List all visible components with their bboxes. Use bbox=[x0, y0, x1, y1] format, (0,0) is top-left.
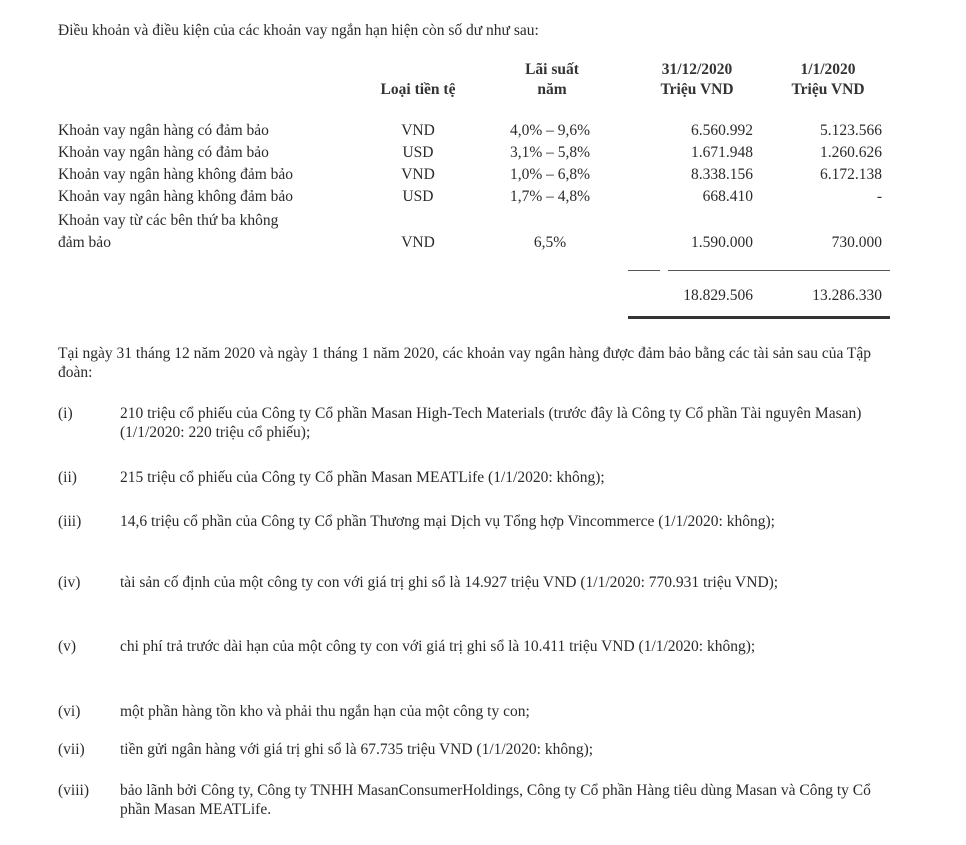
table-row bbox=[58, 165, 898, 185]
header-rate-line1: Lãi suất bbox=[525, 61, 579, 78]
row-currency: VND bbox=[401, 234, 435, 251]
header-currency bbox=[362, 80, 474, 100]
list-item-text: 215 triệu cổ phiếu của Công ty Cổ phần Masan MEATLife (1/1/2020: không); bbox=[120, 469, 605, 486]
row-rate: 4,0% – 9,6% bbox=[509, 122, 591, 139]
header-rate bbox=[490, 60, 614, 100]
list-item-text: 14,6 triệu cổ phần của Công ty Cổ phần Thương mại Dịch vụ Tổng hợp Vincommerce (1/1/2020: không); bbox=[120, 513, 775, 530]
list-item-number: (vii) bbox=[58, 741, 85, 758]
list-item-text: một phần hàng tồn kho và phải thu ngắn hạn của một công ty con; bbox=[120, 703, 530, 720]
row-value-2020-12-31: 1.590.000 bbox=[691, 234, 753, 251]
row-value-2020-01-01: 5.123.566 bbox=[820, 122, 882, 139]
row-value-2020-01-01: 1.260.626 bbox=[820, 144, 882, 161]
list-item-text: bảo lãnh bởi Công ty, Công ty TNHH MasanConsumerHoldings, Công ty Cổ phần Hàng tiêu dùng Masan và Công ty Cổ phần Masan MEATLife. bbox=[120, 782, 871, 818]
header-col2 bbox=[773, 60, 883, 100]
list-item-number: (vi) bbox=[58, 703, 81, 720]
row-currency: VND bbox=[401, 122, 435, 139]
row-description-line2: đảm bảo bbox=[58, 234, 111, 251]
row-currency: VND bbox=[401, 166, 435, 183]
list-item-text: tài sản cố định của một công ty con với giá trị ghi sổ là 14.927 triệu VND (1/1/2020: 770.931 triệu VND); bbox=[120, 574, 779, 591]
row-value-2020-12-31: 1.671.948 bbox=[691, 144, 753, 161]
row-value-2020-01-01: 6.172.138 bbox=[820, 166, 882, 183]
row-currency: USD bbox=[402, 144, 434, 161]
header-col2-line1: 1/1/2020 bbox=[800, 61, 856, 78]
list-item-number: (v) bbox=[58, 638, 77, 655]
table-row bbox=[58, 187, 898, 207]
row-description: Khoản vay ngân hàng không đảm bảo bbox=[58, 166, 294, 183]
row-description: Khoản vay ngân hàng có đảm bảo bbox=[58, 144, 269, 161]
row-value-2020-01-01: - bbox=[876, 188, 882, 205]
list-item-text: 210 triệu cổ phiếu của Công ty Cổ phần Masan High-Tech Materials (trước đây là Công ty Cổ phần Tài nguyên Masan) (1/1/2020: 220 triệu cổ phiếu); bbox=[120, 405, 862, 441]
table-row bbox=[58, 143, 898, 163]
collateral-paragraph: Tại ngày 31 tháng 12 năm 2020 và ngày 1 tháng 1 năm 2020, các khoản vay ngân hàng được đảm bảo bằng các tài sản sau của Tập đoàn: bbox=[58, 345, 872, 381]
header-col1-line1: 31/12/2020 bbox=[661, 61, 733, 78]
list-item-text: tiền gửi ngân hàng với giá trị ghi sổ là 67.735 triệu VND (1/1/2020: không); bbox=[120, 741, 594, 758]
row-rate: 3,1% – 5,8% bbox=[509, 144, 591, 161]
header-currency-text: Loại tiền tệ bbox=[380, 81, 456, 98]
row-rate: 1,0% – 6,8% bbox=[509, 166, 591, 183]
row-value-2020-12-31: 8.338.156 bbox=[691, 166, 753, 183]
intro-text: Điều khoản và điều kiện của các khoản vay ngắn hạn hiện còn số dư như sau: bbox=[58, 22, 539, 39]
header-col1 bbox=[640, 60, 754, 100]
table-row bbox=[58, 211, 898, 231]
list-item-number: (iv) bbox=[58, 574, 81, 591]
row-description: Khoản vay ngân hàng không đảm bảo bbox=[58, 188, 294, 205]
list-item-number: (iii) bbox=[58, 513, 82, 530]
row-rate: 6,5% bbox=[533, 234, 567, 251]
row-currency: USD bbox=[402, 188, 434, 205]
row-rate: 1,7% – 4,8% bbox=[509, 188, 591, 205]
total-2020-12-31: 18.829.506 bbox=[683, 287, 753, 304]
row-description-line1: Khoản vay từ các bên thứ ba không bbox=[58, 212, 279, 229]
list-item-number: (viii) bbox=[58, 782, 89, 799]
header-rate-line2: năm bbox=[537, 81, 567, 98]
table-total-row bbox=[58, 286, 898, 306]
total-2020-01-01: 13.286.330 bbox=[812, 287, 882, 304]
header-col1-line2: Triệu VND bbox=[660, 81, 734, 98]
row-value-2020-01-01: 730.000 bbox=[831, 234, 882, 251]
list-item-text: chi phí trả trước dài hạn của một công ty con với giá trị ghi sổ là 10.411 triệu VND (1/1/2020: không); bbox=[120, 638, 756, 655]
list-item-number: (ii) bbox=[58, 469, 77, 486]
row-value-2020-12-31: 668.410 bbox=[702, 188, 753, 205]
header-col2-line2: Triệu VND bbox=[791, 81, 865, 98]
list-item-number: (i) bbox=[58, 405, 73, 422]
table-row bbox=[58, 233, 898, 253]
subtotal-rule-gap bbox=[660, 269, 668, 272]
row-value-2020-12-31: 6.560.992 bbox=[691, 122, 753, 139]
row-description: Khoản vay ngân hàng có đảm bảo bbox=[58, 122, 269, 139]
total-rule bbox=[628, 316, 890, 319]
table-row bbox=[58, 121, 898, 141]
